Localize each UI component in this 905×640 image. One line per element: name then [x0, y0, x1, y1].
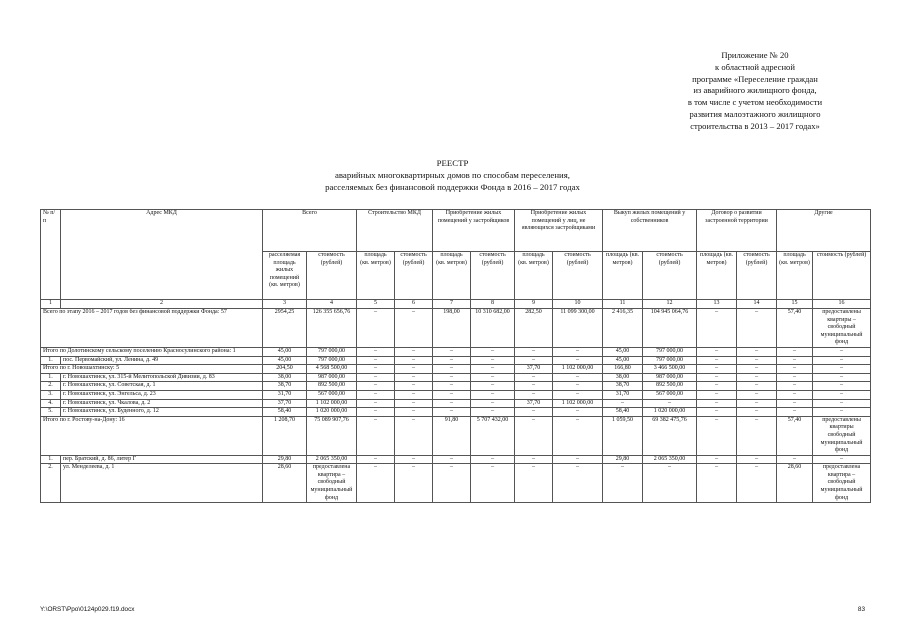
value-cell: – — [395, 356, 433, 365]
column-number: 13 — [697, 300, 737, 309]
value-cell: – — [471, 408, 515, 417]
header-cost: стоимость (рублей) — [553, 252, 603, 300]
value-cell: – — [697, 464, 737, 503]
value-cell: – — [813, 365, 871, 374]
value-cell: – — [471, 455, 515, 464]
value-cell: – — [697, 365, 737, 374]
column-number: 10 — [553, 300, 603, 309]
value-cell: 38,00 — [263, 373, 307, 382]
value-cell: – — [697, 347, 737, 356]
column-number: 7 — [433, 300, 471, 309]
value-cell: – — [357, 408, 395, 417]
value-cell: – — [471, 390, 515, 399]
value-cell: 1 102 000,00 — [307, 399, 357, 408]
column-number: 2 — [61, 300, 263, 309]
address-cell: г. Новошахтинск, ул. Энгельса, д. 23 — [61, 390, 263, 399]
appendix-line: в том числе с учетом необходимости — [687, 97, 823, 108]
value-cell: – — [515, 382, 553, 391]
value-cell: – — [697, 382, 737, 391]
value-cell: 797 000,00 — [643, 356, 697, 365]
header-cost: стоимость (рублей) — [813, 252, 871, 300]
house-row — [41, 399, 871, 408]
subtotal-label: Итого по Долотинскому сельскому поселению Красносулинского района: 1 — [41, 347, 263, 356]
value-cell: – — [433, 365, 471, 374]
value-cell: 11 099 300,00 — [553, 309, 603, 348]
value-cell: 126 355 656,76 — [307, 309, 357, 348]
value-cell: – — [471, 399, 515, 408]
footer-file-path: Y:\ORST\Ppo\0124p029.f19.docx — [40, 606, 135, 613]
footer-page-number: 83 — [857, 606, 865, 613]
subtotal-label: Итого по г. Новошахтинску: 5 — [41, 365, 263, 374]
value-cell: – — [697, 309, 737, 348]
value-cell: – — [395, 390, 433, 399]
value-cell: – — [395, 309, 433, 348]
title-line: аварийных многоквартирных домов по способам переселения, — [334, 170, 571, 180]
document-title — [0, 157, 905, 193]
value-cell: – — [553, 455, 603, 464]
value-cell: – — [357, 416, 395, 455]
header-construction: Строительство МКД — [357, 210, 433, 252]
value-cell: – — [553, 382, 603, 391]
value-cell: 3 466 500,00 — [643, 365, 697, 374]
appendix-line: программе «Переселение граждан — [692, 73, 818, 84]
header-cost: стоимость (рублей) — [395, 252, 433, 300]
house-row — [41, 408, 871, 417]
value-cell: – — [737, 365, 777, 374]
value-cell: – — [395, 399, 433, 408]
value-cell: – — [737, 390, 777, 399]
value-cell: – — [813, 455, 871, 464]
value-cell: – — [737, 373, 777, 382]
appendix-line: из аварийного жилищного фонда, — [693, 85, 817, 96]
value-cell: 2 065 350,00 — [643, 455, 697, 464]
house-row — [41, 382, 871, 391]
address-cell: г. Новошахтинск, ул. Буденного, д. 12 — [61, 408, 263, 417]
value-cell: – — [433, 464, 471, 503]
value-cell: 31,70 — [263, 390, 307, 399]
header-cost: стоимость (рублей) — [643, 252, 697, 300]
value-cell: 91,80 — [433, 416, 471, 455]
value-cell: – — [515, 455, 553, 464]
value-cell: 198,00 — [433, 309, 471, 348]
value-cell: – — [777, 365, 813, 374]
value-cell: 797 000,00 — [643, 347, 697, 356]
value-cell: – — [357, 365, 395, 374]
subtotal-label: Всего по этапу 2016 – 2017 годов без финансовой поддержки Фонда: 57 — [41, 309, 263, 348]
value-cell: 31,70 — [603, 390, 643, 399]
value-cell: предоставлена квартира – свободный муниципальный фонд — [813, 464, 871, 503]
value-cell: 28,60 — [263, 464, 307, 503]
column-number: 8 — [471, 300, 515, 309]
header-row-groups — [41, 210, 871, 252]
header-area: площадь (кв. метров) — [777, 252, 813, 300]
address-cell: пос. Первомайский, ул. Ленина, д. 49 — [61, 356, 263, 365]
subtotal-row — [41, 416, 871, 455]
value-cell: – — [357, 399, 395, 408]
row-number: 5. — [41, 408, 61, 417]
value-cell: – — [433, 356, 471, 365]
appendix-line: развития малоэтажного жилищного — [689, 108, 821, 119]
row-number: 3. — [41, 390, 61, 399]
value-cell: – — [553, 347, 603, 356]
value-cell: – — [697, 399, 737, 408]
header-buyout: Выкуп жилых помещений у собственников — [603, 210, 697, 252]
column-number: 11 — [603, 300, 643, 309]
value-cell: – — [777, 382, 813, 391]
value-cell: 38,00 — [603, 373, 643, 382]
value-cell: предоставлена квартира – свободный муниципальный фонд — [307, 464, 357, 503]
subtotal-row — [41, 347, 871, 356]
value-cell: – — [515, 416, 553, 455]
title-line: расселяемых без финансовой поддержки Фонда в 2016 – 2017 годах — [325, 182, 580, 192]
value-cell: 58,40 — [603, 408, 643, 417]
value-cell: – — [357, 373, 395, 382]
column-number: 12 — [643, 300, 697, 309]
value-cell: – — [553, 390, 603, 399]
row-number: 2. — [41, 382, 61, 391]
header-num: № п/п — [41, 210, 61, 300]
value-cell: – — [643, 399, 697, 408]
value-cell: – — [737, 399, 777, 408]
row-number: 4. — [41, 399, 61, 408]
value-cell: 2954,25 — [263, 309, 307, 348]
value-cell: – — [471, 365, 515, 374]
value-cell: – — [433, 455, 471, 464]
header-area: площадь (кв. метров) — [603, 252, 643, 300]
value-cell: – — [777, 399, 813, 408]
value-cell: – — [697, 455, 737, 464]
house-row — [41, 373, 871, 382]
address-cell: г. Новошахтинск, ул. Советская, д. 1 — [61, 382, 263, 391]
header-cost: стоимость (рублей) — [737, 252, 777, 300]
value-cell: 38,70 — [603, 382, 643, 391]
house-row — [41, 464, 871, 503]
column-number: 5 — [357, 300, 395, 309]
value-cell: – — [553, 373, 603, 382]
value-cell: 892 500,00 — [643, 382, 697, 391]
value-cell: – — [357, 309, 395, 348]
value-cell: 75 089 907,76 — [307, 416, 357, 455]
value-cell: 987 000,00 — [307, 373, 357, 382]
value-cell: – — [433, 347, 471, 356]
value-cell: предоставлены квартиры свободный муниципальный фонд — [813, 416, 871, 455]
value-cell: 57,40 — [777, 416, 813, 455]
value-cell: – — [357, 455, 395, 464]
value-cell: – — [395, 408, 433, 417]
value-cell: – — [515, 373, 553, 382]
column-number: 1 — [41, 300, 61, 309]
value-cell: – — [737, 309, 777, 348]
value-cell: – — [357, 356, 395, 365]
value-cell: – — [471, 464, 515, 503]
value-cell: – — [433, 408, 471, 417]
column-number: 14 — [737, 300, 777, 309]
address-cell: г. Новошахтинск, ул. 315-й Мелитопольской Дивизии, д. 83 — [61, 373, 263, 382]
value-cell: 567 000,00 — [643, 390, 697, 399]
column-number: 9 — [515, 300, 553, 309]
address-cell: пер. Братский, д. 86, литер Г — [61, 455, 263, 464]
value-cell: 28,60 — [777, 464, 813, 503]
value-cell: 5 707 432,00 — [471, 416, 515, 455]
value-cell: 1 020 000,00 — [643, 408, 697, 417]
value-cell: – — [737, 464, 777, 503]
value-cell: – — [471, 382, 515, 391]
value-cell: – — [813, 399, 871, 408]
value-cell: 45,00 — [603, 356, 643, 365]
value-cell: 57,40 — [777, 309, 813, 348]
header-dev-contract: Договор о развитии застроенной территории — [697, 210, 777, 252]
value-cell: 37,70 — [263, 399, 307, 408]
header-area: площадь (кв. метров) — [515, 252, 553, 300]
appendix-line: строительства в 2013 – 2017 годах» — [690, 120, 820, 131]
title-registry: РЕЕСТР — [436, 158, 469, 168]
header-purchase-nonbuilders: Приобретение жилых помещений у лиц, не являющихся застройщиками — [515, 210, 603, 252]
value-cell: 37,70 — [515, 399, 553, 408]
value-cell: – — [603, 464, 643, 503]
header-cost: стоимость (рублей) — [307, 252, 357, 300]
address-cell: г. Новошахтинск, ул. Чкалова, д. 2 — [61, 399, 263, 408]
value-cell: – — [737, 455, 777, 464]
value-cell: – — [813, 382, 871, 391]
appendix-block — [640, 50, 870, 133]
value-cell: 1 059,50 — [603, 416, 643, 455]
value-cell: – — [553, 408, 603, 417]
value-cell: 10 310 682,00 — [471, 309, 515, 348]
house-row — [41, 390, 871, 399]
value-cell: – — [737, 356, 777, 365]
value-cell: 204,50 — [263, 365, 307, 374]
column-number-row — [41, 300, 871, 309]
subtotal-row — [41, 309, 871, 348]
value-cell: – — [395, 365, 433, 374]
value-cell: – — [357, 464, 395, 503]
row-number: 1. — [41, 455, 61, 464]
value-cell: – — [813, 408, 871, 417]
value-cell: – — [395, 416, 433, 455]
value-cell: 1 208,70 — [263, 416, 307, 455]
header-other: Другие — [777, 210, 871, 252]
house-row — [41, 455, 871, 464]
header-area: площадь (кв. метров) — [697, 252, 737, 300]
column-number: 4 — [307, 300, 357, 309]
value-cell: – — [737, 382, 777, 391]
value-cell: 29,80 — [603, 455, 643, 464]
value-cell: 58,40 — [263, 408, 307, 417]
value-cell: – — [395, 382, 433, 391]
value-cell: – — [471, 356, 515, 365]
registry-body — [41, 309, 871, 503]
registry-table — [40, 209, 871, 503]
value-cell: – — [777, 390, 813, 399]
value-cell: 38,70 — [263, 382, 307, 391]
value-cell: – — [737, 416, 777, 455]
value-cell: 2 416,35 — [603, 309, 643, 348]
value-cell: – — [697, 390, 737, 399]
value-cell: – — [357, 390, 395, 399]
appendix-line: к областной адресной — [715, 61, 795, 72]
value-cell: – — [737, 408, 777, 417]
value-cell: 567 000,00 — [307, 390, 357, 399]
header-total: Всего — [263, 210, 357, 252]
value-cell: – — [697, 416, 737, 455]
value-cell: – — [813, 373, 871, 382]
appendix-line: Приложение № 20 — [721, 50, 789, 60]
header-area: площадь (кв. метров) — [433, 252, 471, 300]
value-cell: – — [395, 347, 433, 356]
column-number: 15 — [777, 300, 813, 309]
value-cell: – — [697, 356, 737, 365]
value-cell: 45,00 — [263, 347, 307, 356]
value-cell: 104 945 064,76 — [643, 309, 697, 348]
value-cell: – — [777, 455, 813, 464]
house-row — [41, 356, 871, 365]
value-cell: 69 382 475,76 — [643, 416, 697, 455]
value-cell: 1 020 000,00 — [307, 408, 357, 417]
address-cell: ул. Менделеева, д. 1 — [61, 464, 263, 503]
value-cell: – — [515, 464, 553, 503]
value-cell: 797 000,00 — [307, 356, 357, 365]
value-cell: 29,80 — [263, 455, 307, 464]
column-number: 16 — [813, 300, 871, 309]
value-cell: 37,70 — [515, 365, 553, 374]
row-number: 1. — [41, 356, 61, 365]
value-cell: 987 000,00 — [643, 373, 697, 382]
value-cell: – — [357, 347, 395, 356]
value-cell: 1 102 000,00 — [553, 399, 603, 408]
value-cell: – — [395, 373, 433, 382]
value-cell: – — [643, 464, 697, 503]
value-cell: – — [737, 347, 777, 356]
value-cell: – — [813, 356, 871, 365]
value-cell: – — [603, 399, 643, 408]
value-cell: – — [433, 390, 471, 399]
value-cell: – — [515, 408, 553, 417]
value-cell: – — [515, 347, 553, 356]
value-cell: – — [515, 356, 553, 365]
value-cell: 45,00 — [603, 347, 643, 356]
value-cell: – — [777, 373, 813, 382]
value-cell: – — [553, 464, 603, 503]
value-cell: – — [777, 408, 813, 417]
column-number: 6 — [395, 300, 433, 309]
value-cell: – — [813, 347, 871, 356]
row-number: 1. — [41, 373, 61, 382]
value-cell: – — [813, 390, 871, 399]
value-cell: 166,80 — [603, 365, 643, 374]
value-cell: 797 000,00 — [307, 347, 357, 356]
header-address: Адрес МКД — [61, 210, 263, 300]
value-cell: – — [471, 373, 515, 382]
value-cell: 45,00 — [263, 356, 307, 365]
value-cell: – — [553, 416, 603, 455]
value-cell: – — [433, 382, 471, 391]
subtotal-row — [41, 365, 871, 374]
value-cell: – — [395, 464, 433, 503]
value-cell: 2 065 350,00 — [307, 455, 357, 464]
row-number: 2. — [41, 464, 61, 503]
value-cell: – — [553, 356, 603, 365]
value-cell: – — [777, 356, 813, 365]
value-cell: – — [777, 347, 813, 356]
value-cell: – — [395, 455, 433, 464]
value-cell: – — [433, 399, 471, 408]
header-area: площадь (кв. метров) — [357, 252, 395, 300]
value-cell: – — [471, 347, 515, 356]
value-cell: 892 500,00 — [307, 382, 357, 391]
value-cell: 282,50 — [515, 309, 553, 348]
value-cell: – — [697, 373, 737, 382]
subtotal-label: Итого по г. Ростову-на-Дону: 16 — [41, 416, 263, 455]
value-cell: – — [515, 390, 553, 399]
value-cell: 1 102 000,00 — [553, 365, 603, 374]
value-cell: – — [697, 408, 737, 417]
header-cost: стоимость (рублей) — [471, 252, 515, 300]
header-area-settled: расселяемая площадь жилых помещений (кв. метров) — [263, 252, 307, 300]
header-purchase-dev: Приобретение жилых помещений у застройщиков — [433, 210, 515, 252]
value-cell: предоставлены квартиры – свободный муниципальный фонд — [813, 309, 871, 348]
value-cell: – — [357, 382, 395, 391]
value-cell: 4 568 500,00 — [307, 365, 357, 374]
column-number: 3 — [263, 300, 307, 309]
value-cell: – — [433, 373, 471, 382]
